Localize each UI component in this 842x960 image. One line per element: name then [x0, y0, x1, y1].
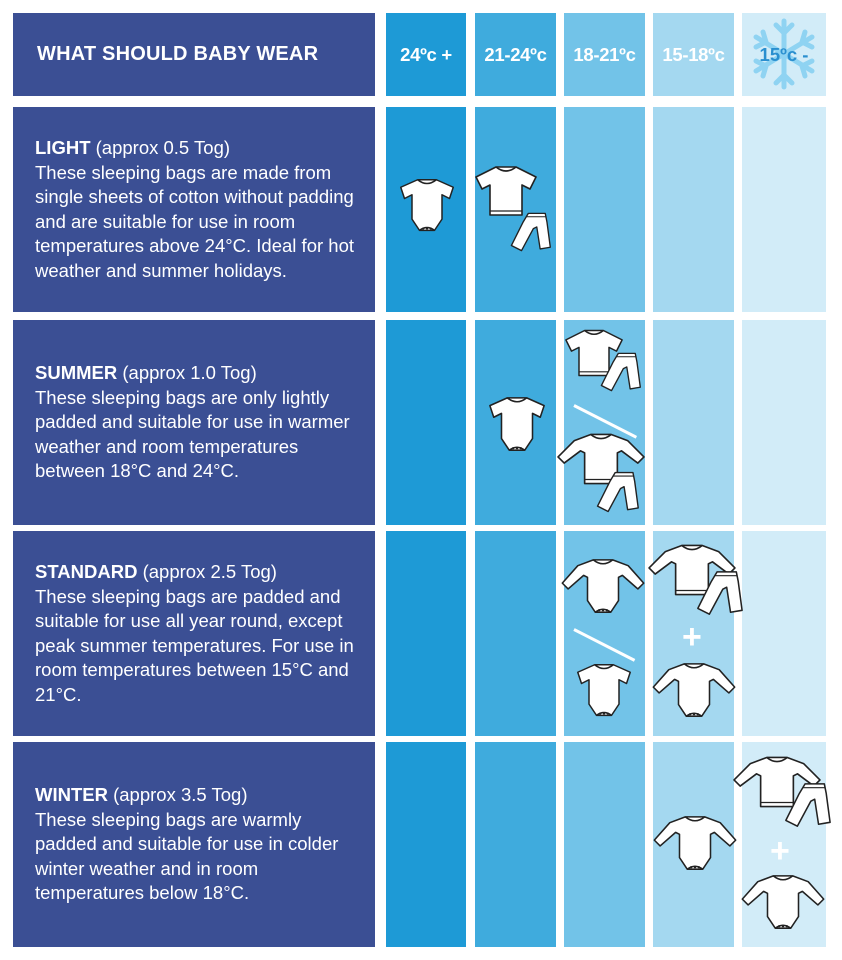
- plus-icon: +: [682, 618, 702, 656]
- temp-header-24-plus: 24ºc +: [386, 13, 466, 96]
- pants-icon: [598, 350, 642, 394]
- row-summer-col-24-plus: [386, 320, 466, 525]
- row-light-col-15-minus: [742, 107, 826, 312]
- row-winter-text: These sleeping bags are warmly padded and suitable for use in colder winter weather and in room temperatures below 18°C.: [35, 808, 339, 904]
- temp-header-15-minus: [742, 13, 826, 96]
- row-summer-name: SUMMER: [35, 362, 118, 384]
- row-winter-col-24-plus: [386, 742, 466, 947]
- row-standard-col-21-24: [475, 531, 556, 736]
- chart-title: WHAT SHOULD BABY WEAR: [13, 13, 375, 96]
- pants-icon: [594, 468, 640, 516]
- row-light-description: [13, 107, 375, 312]
- plus-icon: +: [770, 832, 790, 870]
- long-sleeve-bodysuit-icon: [649, 660, 739, 722]
- row-winter-name: WINTER: [35, 784, 108, 806]
- long-sleeve-bodysuit-icon: [650, 813, 740, 875]
- row-standard-name: STANDARD: [35, 561, 138, 582]
- row-standard-col-15-minus: [742, 531, 826, 736]
- row-light-col-18-21: [564, 107, 645, 312]
- temp-header-15-18: 15-18ºc: [653, 13, 734, 96]
- row-winter-tog: (approx 3.5 Tog): [107, 784, 248, 806]
- row-winter-col-21-24: [475, 742, 556, 947]
- row-light-col-15-18: [653, 107, 734, 312]
- pants-icon: [694, 568, 744, 618]
- row-winter-col-18-21: [564, 742, 645, 947]
- row-summer-col-15-minus: [742, 320, 826, 525]
- short-sleeve-bodysuit-icon: [486, 394, 548, 456]
- row-light-text: These sleeping bags are made from single sheets of cotton without padding and are suitable for use in room temperatures above 24°C. Ideal for hot weather and summer holidays.: [35, 161, 354, 281]
- row-winter-description: [13, 742, 375, 947]
- pants-icon: [508, 208, 552, 256]
- temp-header-21-24: 21-24ºc: [475, 13, 556, 96]
- row-standard-description: [13, 531, 375, 736]
- row-standard-tog: (approx 2.5 Tog): [137, 561, 277, 582]
- row-summer-tog: (approx 1.0 Tog): [117, 362, 257, 384]
- short-sleeve-bodysuit-icon: [574, 660, 634, 722]
- temp-header-18-21: 18-21ºc: [564, 13, 645, 96]
- row-light-name: LIGHT: [35, 137, 91, 158]
- long-sleeve-bodysuit-icon: [738, 872, 828, 934]
- long-sleeve-bodysuit-icon: [558, 556, 648, 618]
- row-standard-col-24-plus: [386, 531, 466, 736]
- short-sleeve-bodysuit-icon: [397, 176, 457, 236]
- row-light-tog: (approx 0.5 Tog): [90, 137, 231, 158]
- row-summer-col-15-18: [653, 320, 734, 525]
- row-summer-text: These sleeping bags are only lightly padded and suitable for use in warmer weather and room temperatures between 18°C and 24°C.: [35, 386, 350, 482]
- row-standard-text: These sleeping bags are padded and suitable for use all year round, except peak summer temperatures. For use in room temperatures between 15°C and 21°C.: [35, 585, 354, 705]
- temp-header-15-minus-label: 15ºc -: [759, 43, 809, 65]
- row-summer-description: [13, 320, 375, 525]
- pants-icon: [782, 780, 832, 830]
